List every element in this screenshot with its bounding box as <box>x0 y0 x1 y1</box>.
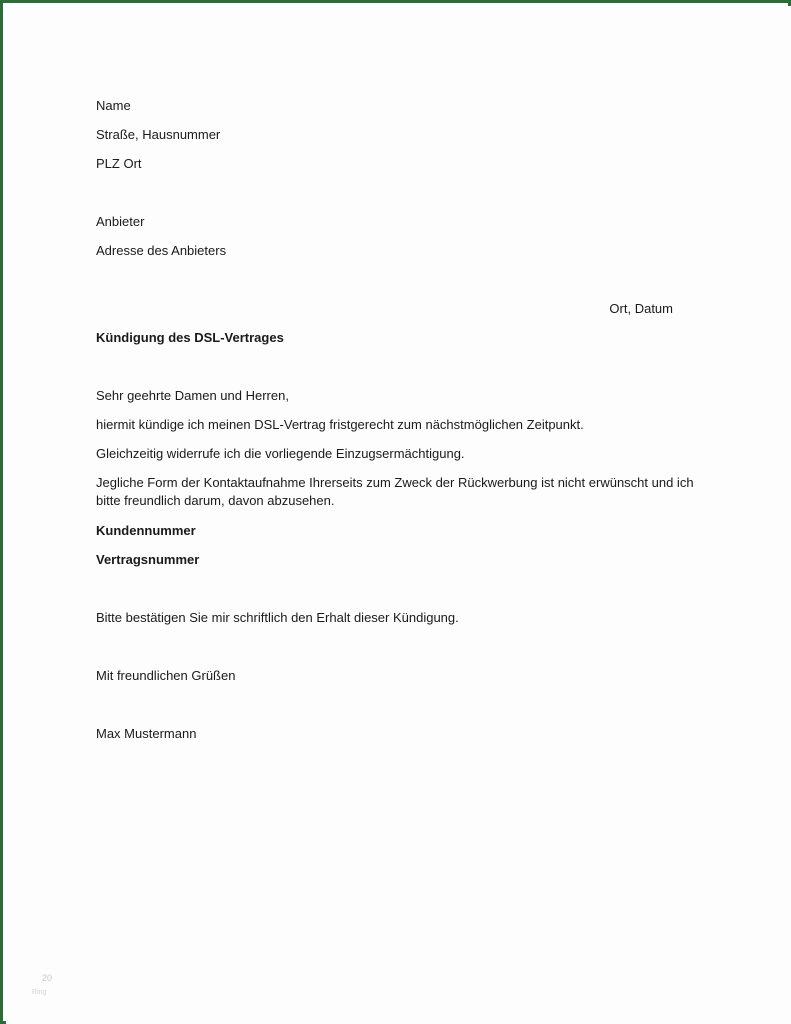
footer-note: Ring <box>32 989 47 996</box>
footer-page-number: 20 <box>42 973 53 983</box>
recipient-address: Adresse des Anbieters <box>96 243 227 258</box>
signature-name: Max Mustermann <box>96 726 197 741</box>
contract-number-label: Vertragsnummer <box>96 552 200 567</box>
sender-city: PLZ Ort <box>96 156 142 171</box>
recipient-provider: Anbieter <box>96 214 145 229</box>
body-paragraph-2: Gleichzeitig widerrufe ich die vorliegende Einzugsermächtigung. <box>96 446 465 461</box>
salutation: Sehr geehrte Damen und Herren, <box>96 388 289 403</box>
sender-street: Straße, Hausnummer <box>96 127 221 142</box>
confirmation-request: Bitte bestätigen Sie mir schriftlich den Erhalt dieser Kündigung. <box>96 610 459 625</box>
letter-page <box>6 6 791 1024</box>
closing-formula: Mit freundlichen Grüßen <box>96 668 236 683</box>
customer-number-label: Kundennummer <box>96 523 196 538</box>
body-paragraph-1: hiermit kündige ich meinen DSL-Vertrag fristgerecht zum nächstmöglichen Zeitpunkt. <box>96 417 584 432</box>
place-date: Ort, Datum <box>609 301 673 316</box>
letter-subject: Kündigung des DSL-Vertrages <box>96 330 284 345</box>
sender-name: Name <box>96 98 131 113</box>
body-paragraph-3: Jegliche Form der Kontaktaufnahme Ihrerseits zum Zweck der Rückwerbung ist nicht erwünscht und ich bitte freundlich darum, davon abzusehen. <box>96 475 694 508</box>
